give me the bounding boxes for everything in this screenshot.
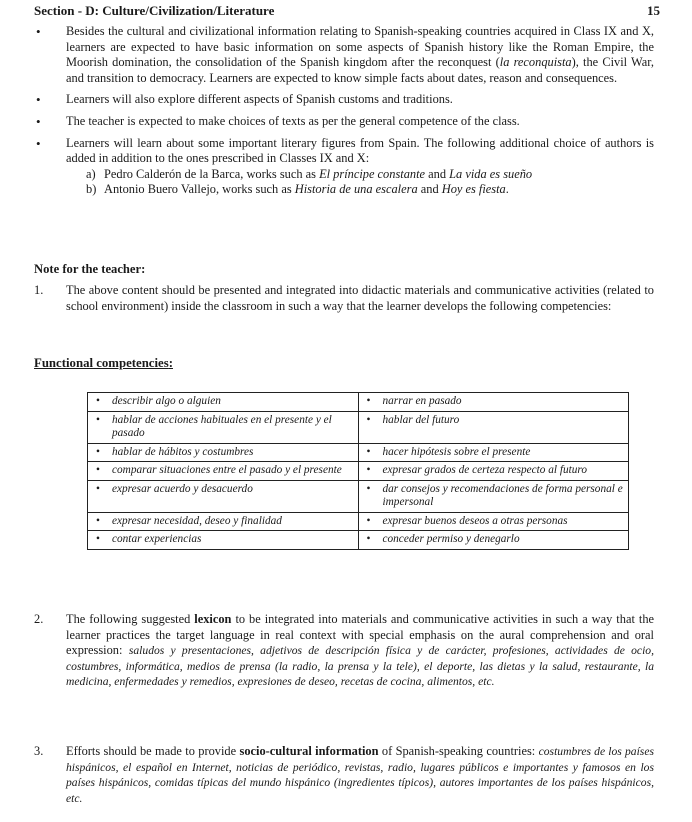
author-text: . xyxy=(505,182,509,197)
functional-heading xyxy=(34,356,173,372)
competency-cell: • narrar en pasado xyxy=(358,393,629,412)
competency-cell: • expresar acuerdo y desacuerdo xyxy=(88,480,359,512)
author-item xyxy=(86,167,654,183)
lexicon-list: saludos y presentaciones, adjetivos de descripción física y de carácter, profesiones, actividades de ocio, costumbres, informática, medios de prensa (la radio, la prensa y la tele), el deporte, las dietas y la salud, restaurante, la medicina, enfermedades y remedios, expresiones de deseo, recetas de cocina, alimentos, etc. xyxy=(66,644,654,689)
table-row xyxy=(88,393,629,412)
section-title: Section - D: Culture/Civilization/Literature xyxy=(34,3,275,18)
bullet-text: Besides the cultural and civilizational information relating to Spanish-speaking countries acquired in Class IX and X, learners are expected to have basic information on some aspects of Spanish history like the Roman Empire, the Moorish domination, the consolidation of the Spanish kingdom after the reconquest ( xyxy=(66,24,654,70)
item-text-part: The following suggested xyxy=(66,612,195,626)
item-text xyxy=(66,744,654,806)
competency-cell: • conceder permiso y denegarlo xyxy=(358,531,629,550)
functional-heading-colon: : xyxy=(168,356,173,370)
table-row xyxy=(88,512,629,531)
bullet-item xyxy=(34,114,654,130)
competency-cell: • describir algo o alguien xyxy=(88,393,359,412)
competency-cell: • expresar buenos deseos a otras personas xyxy=(358,512,629,531)
page-header xyxy=(34,3,660,21)
numbered-item xyxy=(34,744,654,806)
item-text-part: of Spanish-speaking countries: xyxy=(378,744,539,758)
work-title: El príncipe constante xyxy=(319,166,426,181)
bullet-text-continued: ), the Civil War, and transition to democracy. Learners are expected to know simple facts about dates, reason and consequences. xyxy=(66,55,654,85)
item-number: 2. xyxy=(34,612,44,626)
table-row xyxy=(88,480,629,512)
author-text: and xyxy=(417,182,442,197)
competency-cell: • expresar necesidad, deseo y finalidad xyxy=(88,512,359,531)
list-marker: a) xyxy=(86,166,96,181)
work-title: Historia de una escalera xyxy=(294,182,418,197)
item-number: 1. xyxy=(34,283,44,297)
competency-cell: • hablar del futuro xyxy=(358,411,629,443)
content-bullets xyxy=(34,24,654,204)
bullet-item xyxy=(34,92,654,108)
work-title: Hoy es fiesta xyxy=(441,182,506,197)
competency-cell: • comparar situaciones entre el pasado y el presente xyxy=(88,462,359,481)
table-row xyxy=(88,411,629,443)
item-keyword: socio-cultural information xyxy=(239,744,379,758)
bullet-item xyxy=(34,24,654,86)
item-keyword: lexicon xyxy=(194,612,232,626)
item-text-part: Efforts should be made to provide xyxy=(66,744,240,758)
author-item xyxy=(86,182,654,198)
competency-cell: • dar consejos y recomendaciones de forma personal e impersonal xyxy=(358,480,629,512)
table-row xyxy=(88,443,629,462)
bullet-text: Learners will also explore different aspects of Spanish customs and traditions. xyxy=(66,92,453,107)
page-number: 15 xyxy=(647,3,660,18)
bullet-text: Learners will learn about some important literary figures from Spain. The following additional choice of authors is added in addition to the ones prescribed in Classes IX and X: xyxy=(66,135,654,166)
item-text: The above content should be presented and integrated into didactic materials and communicative activities (related to school environment) inside the classroom in such a way that the learner develops the following competencies: xyxy=(66,283,654,313)
numbered-item xyxy=(34,612,654,690)
note-heading: Note for the teacher: xyxy=(34,262,146,276)
competency-cell: • hablar de hábitos y costumbres xyxy=(88,443,359,462)
table-row xyxy=(88,531,629,550)
item-text-part: to be integrated into materials and communicative activities in such a way that the learner practices the target language in real context with special emphasis on the aural comprehension and oral expression: xyxy=(66,612,655,658)
list-marker: b) xyxy=(86,182,97,197)
competency-cell: • hacer hipótesis sobre el presente xyxy=(358,443,629,462)
numbered-item xyxy=(34,283,654,314)
author-text: Antonio Buero Vallejo, works such as xyxy=(104,182,295,197)
author-text: Pedro Calderón de la Barca, works such as xyxy=(104,166,320,181)
competency-cell: • hablar de acciones habituales en el presente y el pasado xyxy=(88,411,359,443)
item-number: 3. xyxy=(34,744,44,758)
table-row xyxy=(88,462,629,481)
bullet-item xyxy=(34,136,654,198)
sociocultural-list: costumbres de los países hispánicos, el español en Internet, noticias de periódico, revistas, radio, lugares públicos e importantes y famosos en los países hispánicos, comidas típicas del mundo hispánico (ingredientes típicos), autores importantes de los países hispánicos, etc. xyxy=(66,745,654,805)
authors-list xyxy=(66,167,654,198)
bullet-italic-term: la reconquista xyxy=(499,55,572,70)
work-title: La vida es sueño xyxy=(449,166,533,181)
competencies-table xyxy=(87,392,629,550)
competency-cell: • contar experiencias xyxy=(88,531,359,550)
competency-cell: • expresar grados de certeza respecto al futuro xyxy=(358,462,629,481)
item-text xyxy=(66,612,654,690)
author-text: and xyxy=(425,166,450,181)
functional-heading-text: Functional competencies xyxy=(34,356,169,370)
bullet-text: The teacher is expected to make choices of texts as per the general competence of the class. xyxy=(66,113,520,128)
